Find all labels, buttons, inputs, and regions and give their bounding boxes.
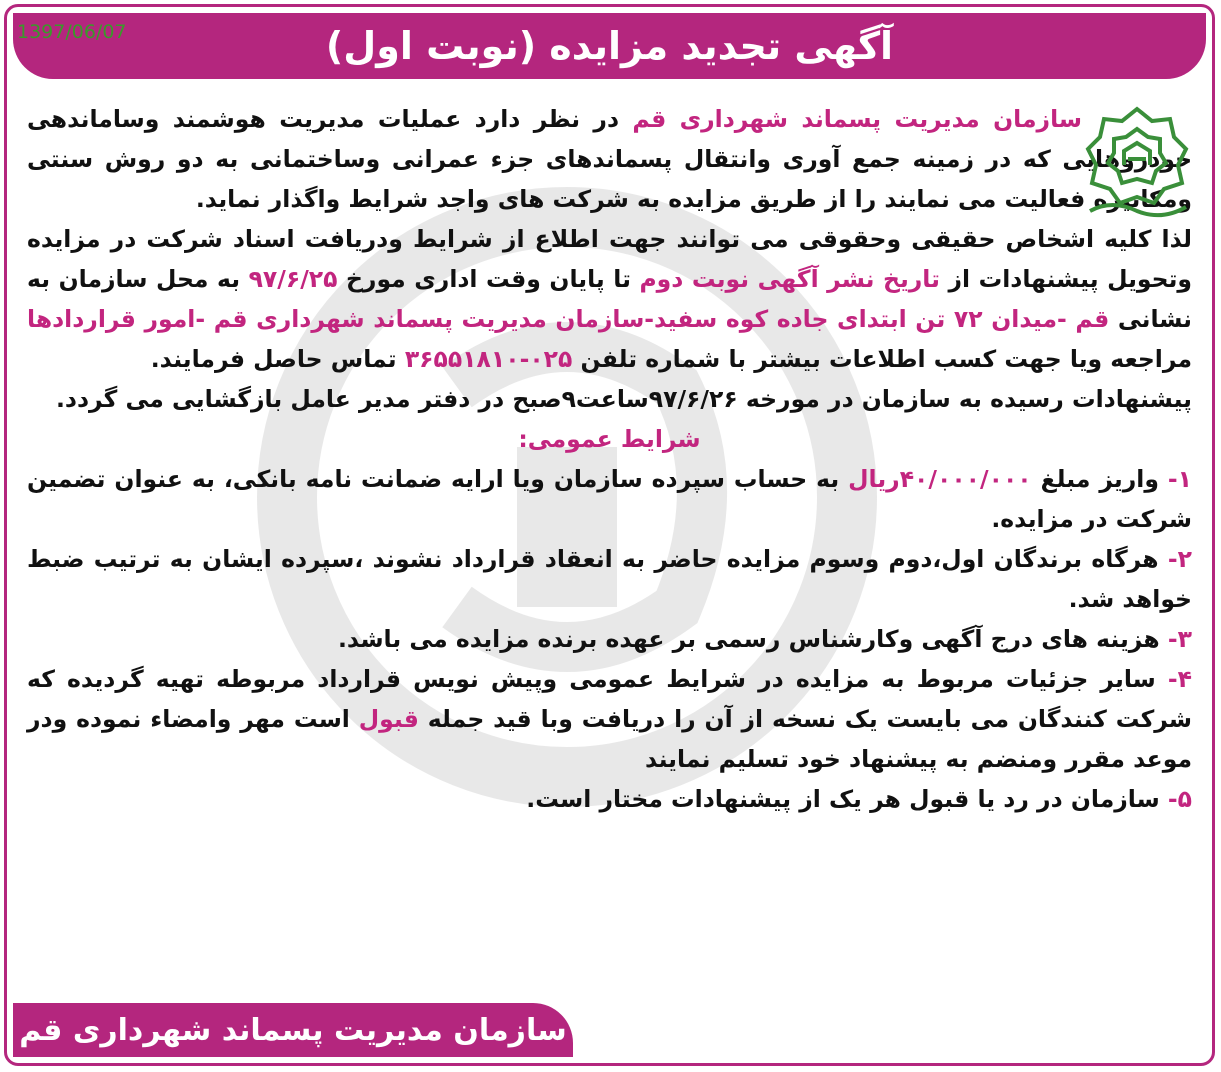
condition-item-5: ۵- سازمان در رد یا قبول هر یک از پیشنهادات مختار است.: [526, 785, 1192, 813]
ad-title: آگهی تجدید مزایده (نوبت اول): [325, 24, 894, 68]
intro-paragraph: سازمان مدیریت پسماند شهرداری قم در نظر دارد عملیات مدیریت هوشمند وساماندهی خودروهایی که در زمینه جمع آوری وانتقال پسماندهای جزء عمرانی وساختمانی به دو روش سنتی ومکانیزه فعالیت می نمایند را از طریق مزایده به شرکت های واجد شرایط واگذار نماید.: [27, 105, 1192, 213]
title-banner: [13, 13, 1206, 79]
municipality-seal-icon: [1082, 103, 1192, 223]
condition-item-1: ۱- واریز مبلغ ۴۰/۰۰۰/۰۰۰ریال به حساب سپرده سازمان ویا ارایه ضمانت نامه بانکی، به عنوان تضمین شرکت در مزایده.: [27, 465, 1193, 533]
footer-banner: [13, 1003, 573, 1057]
conditions-heading: شرایط عمومی:: [518, 425, 701, 453]
ad-frame: [4, 4, 1215, 1066]
date-stamp: 1397/06/07: [17, 21, 127, 43]
condition-item-2: ۲- هرگاه برندگان اول،دوم وسوم مزایده حاضر به انعقاد قرارداد نشوند ،سپرده ایشان به ترتیب ضبط خواهد شد.: [27, 545, 1192, 613]
deadline-date: ۹۷/۶/۲۵: [248, 265, 338, 293]
acceptance-word: قبول: [358, 705, 419, 733]
ad-body: [27, 99, 1192, 993]
office-address: قم -میدان ۷۲ تن ابتدای جاده کوه سفید-سازمان مدیریت پسماند شهرداری قم -امور قراردادها: [27, 305, 1110, 333]
submission-paragraph: لذا کلیه اشخاص حقیقی وحقوقی می توانند جهت اطلاع از شرایط ودریافت اسناد شرکت در مزایده وتحویل پیشنهادات از تاریخ نشر آگهی نوبت دوم تا پایان وقت اداری مورخ ۹۷/۶/۲۵ به محل سازمان به نشانی قم -میدان ۷۲ تن ابتدای جاده کوه سفید-سازمان مدیریت پسماند شهرداری قم -امور قراردادها مراجعه ویا جهت کسب اطلاعات بیشتر با شماره تلفن ۰۲۵-۳۶۵۵۱۸۱۰ تماس حاصل فرمایند.: [27, 225, 1193, 373]
second-publication-date: تاریخ نشر آگهی نوبت دوم: [639, 265, 940, 293]
org-name: سازمان مدیریت پسماند شهرداری قم: [632, 105, 1082, 133]
footer-org-name: سازمان مدیریت پسماند شهرداری قم: [19, 1012, 567, 1048]
deposit-amount: ۴۰/۰۰۰/۰۰۰ریال: [848, 465, 1032, 493]
opening-paragraph: پیشنهادات رسیده به سازمان در مورخه ۹۷/۶/۲۶ساعت۹صبح در دفتر مدیر عامل بازگشایی می گردد.: [56, 385, 1192, 413]
condition-item-4: ۴- سایر جزئیات مربوط به مزایده در شرایط عمومی وپیش نویس قرارداد مربوطه تهیه گردیده که شرکت کنندگان می بایست یک نسخه از آن را دریافت وبا قید جمله قبول است مهر وامضاء نموده ودر موعد مقرر ومنضم به پیشنهاد خود تسلیم نمایند: [27, 665, 1192, 773]
condition-item-3: ۳- هزینه های درج آگهی وکارشناس رسمی بر عهده برنده مزایده می باشد.: [337, 625, 1192, 653]
phone-number: ۰۲۵-۳۶۵۵۱۸۱۰: [404, 345, 573, 373]
